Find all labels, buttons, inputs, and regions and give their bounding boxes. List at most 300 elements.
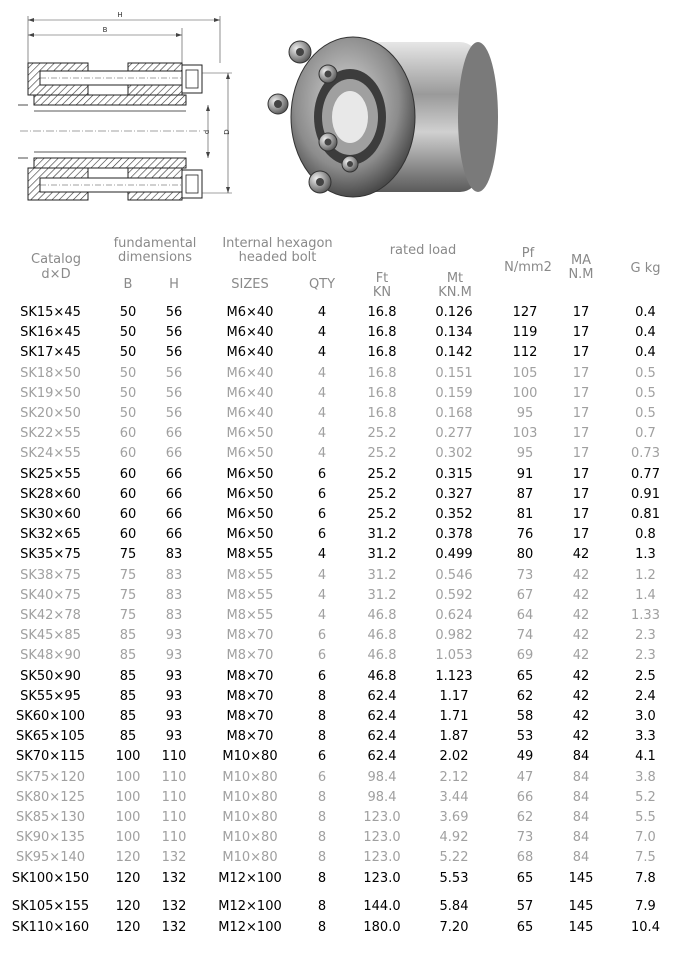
cell-b: 50 bbox=[119, 406, 137, 421]
cell-mt: 1.17 bbox=[439, 688, 469, 704]
cell-ft: 25.2 bbox=[367, 446, 397, 462]
cell-mt: 0.151 bbox=[435, 365, 473, 381]
table-row bbox=[0, 648, 680, 668]
cell-mt: 5.22 bbox=[439, 850, 469, 866]
cell-h: 93 bbox=[165, 729, 183, 745]
cell-pf: 91 bbox=[516, 466, 534, 482]
cell-ft: 25.2 bbox=[367, 466, 397, 482]
table-row bbox=[0, 790, 680, 810]
cell-qty: 4 bbox=[317, 345, 327, 361]
cell-h: 56 bbox=[165, 345, 183, 361]
cell-ft: 16.8 bbox=[367, 345, 397, 361]
cell-qty: 8 bbox=[317, 830, 327, 846]
cell-b: 75 bbox=[119, 547, 137, 563]
cell-h: 66 bbox=[165, 466, 183, 482]
table-row bbox=[0, 507, 680, 527]
cell-b: 75 bbox=[119, 587, 137, 603]
cell-pf: 76 bbox=[516, 527, 534, 543]
cell-ft: 31.2 bbox=[367, 567, 397, 583]
cell-sizes: M8×70 bbox=[226, 729, 274, 745]
cell-b: 100 bbox=[115, 830, 141, 846]
cell-qty: 4 bbox=[317, 587, 327, 603]
cell-ma: 145 bbox=[568, 899, 594, 914]
cell-b: 50 bbox=[119, 365, 137, 381]
cell-ma: 84 bbox=[572, 810, 590, 825]
cell-sizes: M8×70 bbox=[226, 648, 274, 664]
table-row bbox=[0, 628, 680, 648]
cell-h: 93 bbox=[165, 668, 183, 684]
cell-qty: 6 bbox=[317, 486, 327, 502]
cell-mt: 0.624 bbox=[435, 608, 473, 623]
cell-catalog: SK105×155 bbox=[11, 899, 90, 914]
cell-catalog: SK22×55 bbox=[20, 426, 81, 442]
cell-qty: 6 bbox=[317, 668, 327, 684]
cell-b: 85 bbox=[119, 688, 137, 704]
cell-catalog: SK110×160 bbox=[11, 920, 90, 935]
cell-ma: 145 bbox=[568, 920, 594, 935]
cell-sizes: M10×80 bbox=[222, 850, 278, 866]
cell-g: 0.7 bbox=[635, 426, 656, 442]
cell-mt: 0.142 bbox=[435, 345, 473, 361]
cell-pf: 112 bbox=[512, 345, 538, 361]
table-row bbox=[0, 709, 680, 729]
cell-g: 2.3 bbox=[635, 628, 656, 644]
cell-mt: 0.592 bbox=[435, 587, 473, 603]
cell-g: 0.5 bbox=[635, 385, 656, 401]
cell-g: 0.73 bbox=[631, 446, 660, 462]
header-fundamental: fundamental bbox=[113, 236, 197, 251]
header-ft: Ft bbox=[375, 271, 389, 286]
cell-ft: 180.0 bbox=[363, 920, 401, 935]
cell-g: 5.2 bbox=[635, 789, 656, 805]
cell-sizes: M10×80 bbox=[222, 769, 278, 785]
table-row bbox=[0, 487, 680, 507]
cell-h: 56 bbox=[165, 385, 183, 401]
cell-pf: 49 bbox=[516, 749, 534, 765]
cell-catalog: SK20×50 bbox=[20, 406, 81, 421]
cell-b: 60 bbox=[119, 426, 137, 442]
header-rated-load: rated load bbox=[389, 243, 457, 258]
cell-g: 2.5 bbox=[635, 668, 656, 684]
cell-catalog: SK85×130 bbox=[15, 810, 86, 825]
cell-sizes: M6×50 bbox=[226, 507, 274, 522]
cell-ma: 17 bbox=[572, 466, 590, 482]
cell-b: 100 bbox=[115, 769, 141, 785]
cell-mt: 4.92 bbox=[439, 830, 469, 846]
cell-mt: 0.277 bbox=[435, 426, 473, 442]
cell-g: 0.5 bbox=[635, 365, 656, 381]
cell-catalog: SK42×78 bbox=[20, 608, 81, 623]
cell-b: 50 bbox=[119, 385, 137, 401]
cell-g: 0.8 bbox=[635, 527, 656, 543]
cell-ft: 46.8 bbox=[367, 608, 397, 623]
cell-sizes: M6×40 bbox=[226, 406, 274, 421]
cell-b: 120 bbox=[115, 850, 141, 866]
header-h: H bbox=[169, 277, 179, 292]
cell-ma: 17 bbox=[572, 426, 590, 442]
cell-mt: 1.87 bbox=[439, 729, 469, 745]
cell-ft: 62.4 bbox=[367, 749, 397, 765]
cell-ft: 25.2 bbox=[367, 486, 397, 502]
table-row bbox=[0, 608, 680, 628]
cell-catalog: SK35×75 bbox=[20, 547, 81, 563]
table-row bbox=[0, 568, 680, 588]
cell-sizes: M6×40 bbox=[226, 385, 274, 401]
cell-h: 56 bbox=[165, 305, 183, 320]
cell-sizes: M8×55 bbox=[226, 608, 274, 623]
cell-qty: 8 bbox=[317, 688, 327, 704]
cell-pf: 58 bbox=[516, 709, 534, 724]
cell-mt: 0.327 bbox=[435, 486, 473, 502]
cell-b: 60 bbox=[119, 486, 137, 502]
cell-mt: 0.126 bbox=[435, 305, 473, 320]
cell-qty: 8 bbox=[317, 850, 327, 866]
cell-qty: 8 bbox=[317, 709, 327, 724]
cell-qty: 8 bbox=[317, 729, 327, 745]
table-row bbox=[0, 325, 680, 345]
cell-ma: 42 bbox=[572, 587, 590, 603]
cell-g: 7.8 bbox=[635, 870, 656, 886]
cell-g: 7.5 bbox=[635, 850, 656, 866]
cell-qty: 8 bbox=[317, 899, 327, 914]
cell-ma: 42 bbox=[572, 709, 590, 724]
cell-sizes: M8×55 bbox=[226, 547, 274, 563]
cell-qty: 8 bbox=[317, 870, 327, 886]
cell-catalog: SK55×95 bbox=[20, 688, 81, 704]
table-row bbox=[0, 850, 680, 870]
cell-ma: 42 bbox=[572, 688, 590, 704]
header-ma-unit: N.M bbox=[568, 267, 594, 282]
header-ft-unit: KN bbox=[372, 285, 392, 300]
cell-ma: 42 bbox=[572, 567, 590, 583]
cell-g: 7.0 bbox=[635, 830, 656, 846]
cell-ft: 46.8 bbox=[367, 648, 397, 664]
cell-g: 3.0 bbox=[635, 709, 656, 724]
cell-pf: 53 bbox=[516, 729, 534, 745]
header-catalog: Catalog bbox=[31, 252, 81, 267]
cell-catalog: SK65×105 bbox=[15, 729, 86, 745]
cell-h: 93 bbox=[165, 628, 183, 644]
cell-g: 0.81 bbox=[631, 507, 660, 522]
cell-sizes: M10×80 bbox=[222, 830, 278, 846]
table-row bbox=[0, 446, 680, 466]
cell-g: 0.4 bbox=[635, 345, 656, 361]
cell-ft: 123.0 bbox=[363, 830, 401, 846]
cell-b: 85 bbox=[119, 648, 137, 664]
header-headed-bolt: headed bolt bbox=[238, 250, 317, 265]
cell-catalog: SK38×75 bbox=[20, 567, 81, 583]
cell-qty: 4 bbox=[317, 385, 327, 401]
cell-qty: 6 bbox=[317, 507, 327, 522]
cell-ma: 42 bbox=[572, 608, 590, 623]
cell-g: 4.1 bbox=[635, 749, 656, 765]
cell-pf: 105 bbox=[512, 365, 538, 381]
table-row bbox=[0, 426, 680, 446]
cell-qty: 8 bbox=[317, 920, 327, 935]
dim-h-label: H bbox=[117, 11, 123, 19]
cell-b: 75 bbox=[119, 567, 137, 583]
cell-mt: 0.982 bbox=[435, 628, 473, 644]
header-pf: Pf bbox=[521, 246, 535, 261]
shrink-disc-photo bbox=[258, 14, 508, 219]
cell-h: 56 bbox=[165, 406, 183, 421]
cell-catalog: SK30×60 bbox=[20, 507, 81, 522]
cell-g: 0.4 bbox=[635, 305, 656, 320]
cell-sizes: M6×50 bbox=[226, 426, 274, 442]
cell-mt: 3.44 bbox=[439, 789, 469, 805]
cell-h: 132 bbox=[161, 870, 187, 886]
cell-pf: 87 bbox=[516, 486, 534, 502]
table-row bbox=[0, 547, 680, 567]
cell-catalog: SK17×45 bbox=[20, 345, 81, 361]
cell-h: 132 bbox=[161, 850, 187, 866]
cell-pf: 69 bbox=[516, 648, 534, 664]
cell-ft: 62.4 bbox=[367, 709, 397, 724]
cell-sizes: M10×80 bbox=[222, 749, 278, 765]
cell-catalog: SK15×45 bbox=[20, 305, 81, 320]
cell-g: 0.4 bbox=[635, 325, 656, 341]
header-mt: Mt bbox=[446, 271, 464, 286]
cell-ma: 42 bbox=[572, 648, 590, 664]
cell-ft: 62.4 bbox=[367, 688, 397, 704]
cell-mt: 2.02 bbox=[439, 749, 469, 765]
cell-mt: 7.20 bbox=[439, 920, 469, 935]
cell-qty: 6 bbox=[317, 628, 327, 644]
cell-b: 60 bbox=[119, 527, 137, 543]
cell-pf: 73 bbox=[516, 830, 534, 846]
cell-ma: 17 bbox=[572, 305, 590, 320]
cell-b: 100 bbox=[115, 749, 141, 765]
table-row bbox=[0, 366, 680, 386]
cell-pf: 127 bbox=[512, 305, 538, 320]
cell-ft: 62.4 bbox=[367, 729, 397, 745]
cell-sizes: M8×70 bbox=[226, 668, 274, 684]
table-row bbox=[0, 345, 680, 365]
cell-g: 3.3 bbox=[635, 729, 656, 745]
cell-catalog: SK100×150 bbox=[11, 870, 90, 886]
cell-h: 66 bbox=[165, 486, 183, 502]
table-row bbox=[0, 305, 680, 325]
cell-b: 50 bbox=[119, 345, 137, 361]
header-g-kg: G kg bbox=[630, 261, 661, 276]
cell-g: 5.5 bbox=[635, 810, 656, 825]
cell-b: 120 bbox=[115, 870, 141, 886]
cell-b: 85 bbox=[119, 729, 137, 745]
cell-ma: 84 bbox=[572, 769, 590, 785]
cell-pf: 66 bbox=[516, 789, 534, 805]
cell-pf: 73 bbox=[516, 567, 534, 583]
cell-catalog: SK95×140 bbox=[15, 850, 86, 866]
cell-catalog: SK32×65 bbox=[20, 527, 81, 543]
cell-ma: 84 bbox=[572, 789, 590, 805]
table-row bbox=[0, 920, 680, 940]
cell-sizes: M6×50 bbox=[226, 446, 274, 462]
cell-sizes: M8×55 bbox=[226, 587, 274, 603]
cell-ft: 144.0 bbox=[363, 899, 401, 914]
cell-sizes: M8×70 bbox=[226, 709, 274, 724]
cell-pf: 103 bbox=[512, 426, 538, 442]
cell-g: 1.2 bbox=[635, 567, 656, 583]
cell-ma: 84 bbox=[572, 749, 590, 765]
cell-h: 132 bbox=[161, 920, 187, 935]
cell-sizes: M10×80 bbox=[222, 789, 278, 805]
cell-g: 0.91 bbox=[631, 486, 660, 502]
cell-ft: 31.2 bbox=[367, 587, 397, 603]
cell-ft: 98.4 bbox=[367, 769, 397, 785]
cell-b: 85 bbox=[119, 668, 137, 684]
cell-ma: 84 bbox=[572, 850, 590, 866]
cell-h: 110 bbox=[161, 810, 187, 825]
cell-qty: 8 bbox=[317, 810, 327, 825]
cell-ft: 46.8 bbox=[367, 668, 397, 684]
table-row bbox=[0, 588, 680, 608]
cell-mt: 0.499 bbox=[435, 547, 473, 563]
cell-mt: 0.134 bbox=[435, 325, 473, 341]
cell-ft: 123.0 bbox=[363, 810, 401, 825]
cell-catalog: SK90×135 bbox=[15, 830, 86, 846]
cell-sizes: M8×70 bbox=[226, 688, 274, 704]
cell-qty: 4 bbox=[317, 365, 327, 381]
cell-catalog: SK18×50 bbox=[20, 365, 81, 381]
cell-catalog: SK25×55 bbox=[20, 466, 81, 482]
cell-h: 66 bbox=[165, 507, 183, 522]
cell-sizes: M10×80 bbox=[222, 810, 278, 825]
cell-pf: 68 bbox=[516, 850, 534, 866]
cell-h: 93 bbox=[165, 688, 183, 704]
cell-mt: 0.315 bbox=[435, 466, 473, 482]
cell-qty: 4 bbox=[317, 305, 327, 320]
cell-g: 7.9 bbox=[635, 899, 656, 914]
cell-pf: 95 bbox=[516, 446, 534, 462]
cell-ft: 16.8 bbox=[367, 385, 397, 401]
cell-qty: 6 bbox=[317, 527, 327, 543]
cell-h: 66 bbox=[165, 527, 183, 543]
cell-ma: 42 bbox=[572, 668, 590, 684]
cell-catalog: SK28×60 bbox=[20, 486, 81, 502]
cell-sizes: M12×100 bbox=[218, 920, 282, 935]
table-row bbox=[0, 899, 680, 919]
cell-ma: 17 bbox=[572, 365, 590, 381]
cell-qty: 6 bbox=[317, 769, 327, 785]
cell-pf: 65 bbox=[516, 920, 534, 935]
cell-h: 110 bbox=[161, 769, 187, 785]
cell-h: 132 bbox=[161, 899, 187, 914]
cell-catalog: SK70×115 bbox=[15, 749, 86, 765]
cell-mt: 0.352 bbox=[435, 507, 473, 522]
cell-sizes: M6×40 bbox=[226, 365, 274, 381]
cell-pf: 65 bbox=[516, 668, 534, 684]
cell-ma: 17 bbox=[572, 345, 590, 361]
cell-mt: 0.378 bbox=[435, 527, 473, 543]
cell-pf: 64 bbox=[516, 608, 534, 623]
cell-b: 100 bbox=[115, 789, 141, 805]
cell-mt: 1.71 bbox=[439, 709, 469, 724]
cell-b: 60 bbox=[119, 446, 137, 462]
cell-sizes: M12×100 bbox=[218, 899, 282, 914]
header-internal-hexagon: Internal hexagon bbox=[222, 236, 333, 251]
header-mt-unit: KN.M bbox=[438, 285, 472, 300]
cell-pf: 62 bbox=[516, 810, 534, 825]
table-row bbox=[0, 770, 680, 790]
cell-pf: 62 bbox=[516, 688, 534, 704]
table-row bbox=[0, 830, 680, 850]
cell-mt: 3.69 bbox=[439, 810, 469, 825]
cell-qty: 8 bbox=[317, 789, 327, 805]
cell-h: 56 bbox=[165, 365, 183, 381]
cell-ma: 42 bbox=[572, 547, 590, 563]
cell-g: 2.3 bbox=[635, 648, 656, 664]
cell-h: 66 bbox=[165, 446, 183, 462]
cell-qty: 6 bbox=[317, 466, 327, 482]
cell-ft: 123.0 bbox=[363, 850, 401, 866]
cell-pf: 57 bbox=[516, 899, 534, 914]
cell-pf: 47 bbox=[516, 769, 534, 785]
cell-mt: 1.053 bbox=[435, 648, 473, 664]
cell-catalog: SK50×90 bbox=[20, 668, 81, 684]
cell-mt: 2.12 bbox=[439, 769, 469, 785]
cell-ft: 16.8 bbox=[367, 325, 397, 341]
cross-section-drawing bbox=[10, 8, 240, 213]
cell-h: 83 bbox=[165, 547, 183, 563]
cell-ft: 98.4 bbox=[367, 789, 397, 805]
cell-h: 66 bbox=[165, 426, 183, 442]
cell-catalog: SK24×55 bbox=[20, 446, 81, 462]
cell-h: 110 bbox=[161, 749, 187, 765]
cell-h: 110 bbox=[161, 830, 187, 846]
cell-g: 1.33 bbox=[631, 608, 660, 623]
cell-h: 93 bbox=[165, 709, 183, 724]
table-row bbox=[0, 871, 680, 891]
cell-sizes: M6×50 bbox=[226, 486, 274, 502]
cell-catalog: SK16×45 bbox=[20, 325, 81, 341]
header-sizes: SIZES bbox=[231, 277, 269, 292]
cell-b: 120 bbox=[115, 899, 141, 914]
cell-ft: 25.2 bbox=[367, 426, 397, 442]
cell-h: 93 bbox=[165, 648, 183, 664]
cell-g: 1.4 bbox=[635, 587, 656, 603]
cell-mt: 0.302 bbox=[435, 446, 473, 462]
cell-pf: 67 bbox=[516, 587, 534, 603]
cell-ma: 42 bbox=[572, 628, 590, 644]
table-row bbox=[0, 669, 680, 689]
cell-ma: 145 bbox=[568, 870, 594, 886]
cell-ma: 42 bbox=[572, 729, 590, 745]
cell-ft: 31.2 bbox=[367, 547, 397, 563]
cell-ma: 17 bbox=[572, 406, 590, 421]
cell-catalog: SK75×120 bbox=[15, 769, 86, 785]
cell-ma: 17 bbox=[572, 486, 590, 502]
header-pf-unit: N/mm2 bbox=[504, 260, 552, 275]
cell-mt: 0.159 bbox=[435, 385, 473, 401]
cell-ft: 16.8 bbox=[367, 305, 397, 320]
cell-b: 75 bbox=[119, 608, 137, 623]
cell-g: 3.8 bbox=[635, 769, 656, 785]
cell-catalog: SK60×100 bbox=[15, 709, 86, 724]
cell-h: 56 bbox=[165, 325, 183, 341]
table-row bbox=[0, 527, 680, 547]
cell-mt: 0.168 bbox=[435, 406, 473, 421]
cell-catalog: SK45×85 bbox=[20, 628, 81, 644]
cell-h: 83 bbox=[165, 608, 183, 623]
cell-b: 60 bbox=[119, 466, 137, 482]
dim-d-label: d bbox=[203, 129, 211, 135]
cell-sizes: M6×40 bbox=[226, 345, 274, 361]
cell-g: 2.4 bbox=[635, 688, 656, 704]
cell-pf: 119 bbox=[512, 325, 538, 341]
cell-h: 83 bbox=[165, 587, 183, 603]
dim-D-label: D bbox=[223, 129, 231, 135]
cell-pf: 81 bbox=[516, 507, 534, 522]
